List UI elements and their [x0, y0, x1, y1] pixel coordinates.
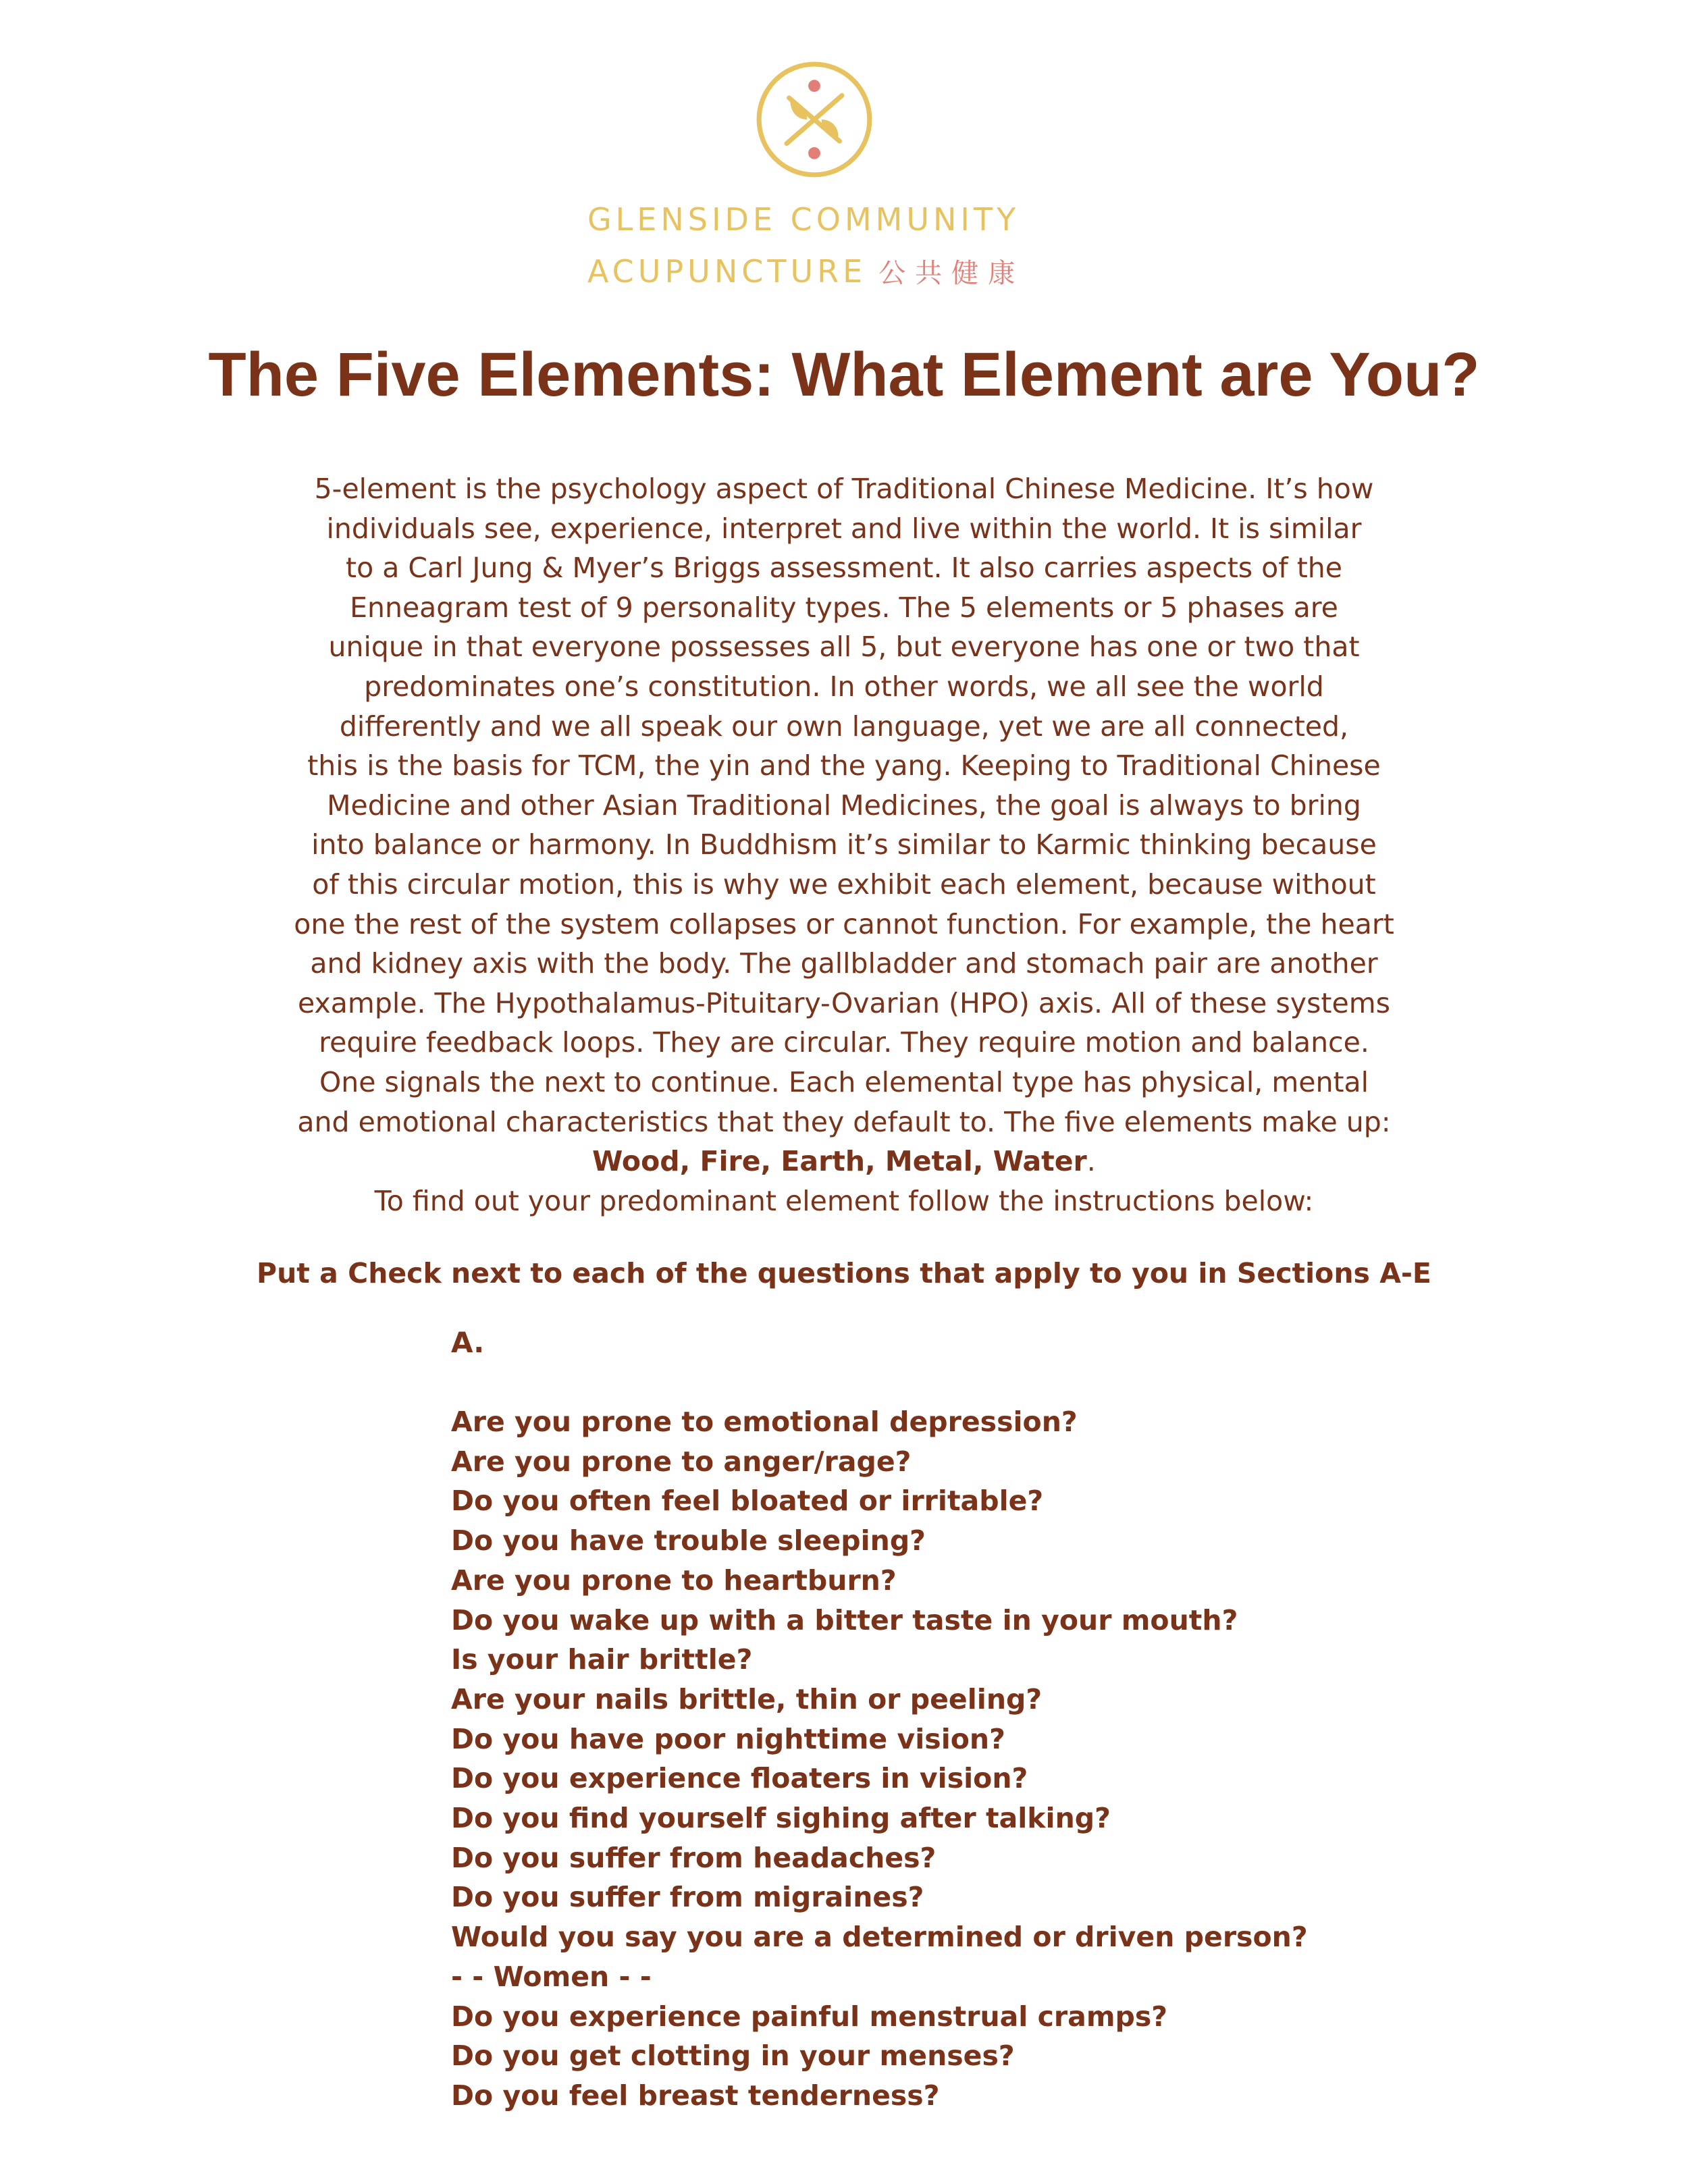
question-item: Do you have trouble sleeping? [451, 1524, 926, 1557]
intro-line: and emotional characteristics that they default to. The five elements make up: [297, 1105, 1391, 1138]
question-item: Are you prone to anger/rage? [451, 1445, 912, 1478]
question-item: Is your hair brittle? [451, 1643, 753, 1676]
intro-line: Enneagram test of 9 personality types. The 5 elements or 5 phases are [350, 591, 1338, 624]
intro-line: differently and we all speak our own language, yet we are all connected, [339, 710, 1349, 743]
brand-chinese-text: 公共健康 [878, 258, 1025, 289]
question-item: Are you prone to emotional depression? [451, 1406, 1078, 1438]
elements-list-period: . [1086, 1145, 1096, 1178]
intro-line: unique in that everyone possesses all 5, but everyone has one or two that [328, 631, 1360, 664]
question-item: Would you say you are a determined or driven person? [451, 1921, 1308, 1954]
crossed-leaves-circle-logo [754, 59, 874, 180]
brand-name-text: GLENSIDE COMMUNITY [587, 201, 1020, 238]
elements-list-line [203, 1142, 1485, 1181]
question-item: Do you have poor nighttime vision? [451, 1722, 1005, 1755]
question-item: Do you suffer from headaches? [451, 1841, 937, 1874]
question-item: Do you find yourself sighing after talking? [451, 1802, 1111, 1835]
intro-line: Medicine and other Asian Traditional Medicines, the goal is always to bring [327, 789, 1361, 822]
find-out-line: To find out your predominant element follow the instructions below: [374, 1184, 1314, 1217]
intro-line: 5-element is the psychology aspect of Traditional Chinese Medicine. It’s how [314, 473, 1374, 505]
intro-line: require feedback loops. They are circular. They require motion and balance. [319, 1026, 1369, 1059]
intro-line: into balance or harmony. In Buddhism it’s similar to Karmic thinking because [311, 828, 1377, 861]
section-a-question-list [451, 1402, 1308, 2116]
intro-line: one the rest of the system collapses or cannot function. For example, the heart [294, 907, 1394, 940]
question-item: Do you experience painful menstrual cramps? [451, 2000, 1168, 2033]
brand-name-text: ACUPUNCTURE [587, 253, 867, 290]
brand-name-line-1 [587, 201, 1128, 238]
question-item: Do you get clotting in your menses? [451, 2040, 1015, 2073]
intro-line: One signals the next to continue. Each elemental type has physical, mental [319, 1065, 1369, 1098]
question-item: Do you suffer from migraines? [451, 1881, 924, 1914]
intro-paragraph [203, 469, 1485, 1221]
elements-list: Wood, Fire, Earth, Metal, Water [592, 1145, 1087, 1178]
question-item: Do you feel breast tenderness? [451, 2079, 940, 2112]
question-item: Are you prone to heartburn? [451, 1564, 897, 1597]
question-item: Are your nails brittle, thin or peeling? [451, 1682, 1043, 1715]
question-item: Do you often feel bloated or irritable? [451, 1485, 1044, 1518]
check-instruction: Put a Check next to each of the questions that apply to you in Sections A-E [257, 1257, 1431, 1289]
intro-line: of this circular motion, this is why we exhibit each element, because without [312, 868, 1376, 901]
intro-line: example. The Hypothalamus-Pituitary-Ovarian (HPO) axis. All of these systems [297, 986, 1391, 1019]
intro-line: and kidney axis with the body. The gallbladder and stomach pair are another [310, 947, 1378, 980]
page-title: The Five Elements: What Element are You? [208, 340, 1480, 409]
question-item: Do you wake up with a bitter taste in your mouth? [451, 1603, 1238, 1636]
women-subheading: - - Women - - [451, 1960, 652, 1993]
question-item: Do you experience floaters in vision? [451, 1762, 1028, 1795]
section-a-label: A. [451, 1326, 485, 1359]
intro-line: predominates one’s constitution. In other words, we all see the world [364, 670, 1324, 703]
intro-line: this is the basis for TCM, the yin and the yang. Keeping to Traditional Chinese [307, 749, 1381, 782]
intro-line: to a Carl Jung & Myer’s Briggs assessment. It also carries aspects of the [346, 552, 1342, 585]
brand-name-line-2 [587, 252, 1128, 290]
intro-line: individuals see, experience, interpret and live within the world. It is similar [326, 512, 1362, 545]
